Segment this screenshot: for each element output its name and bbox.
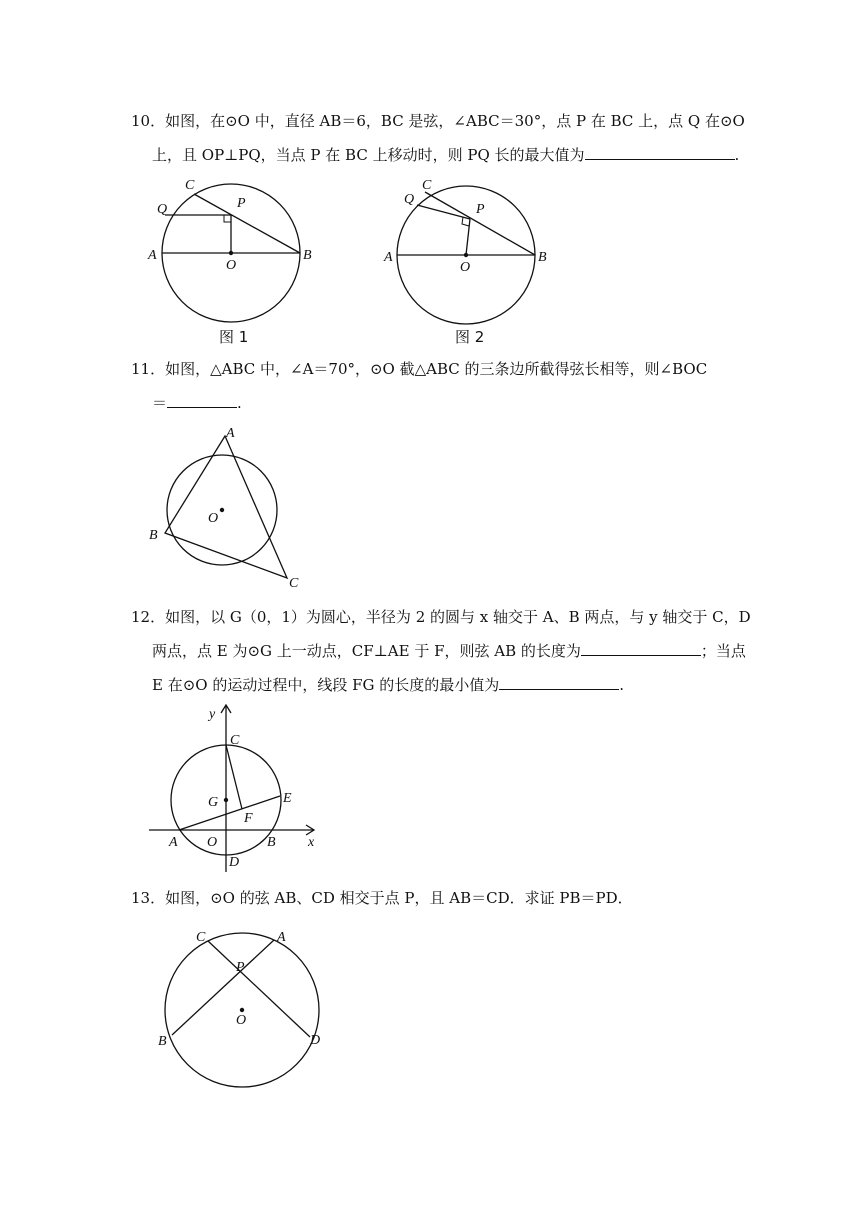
- q10-text-line2a: 上，且 OP⊥PQ，当点 P 在 BC 上移动时，则 PQ 长的最大值为: [152, 146, 585, 164]
- q12-text-line2b: ；当点: [700, 642, 746, 660]
- right-angle-mark: [224, 215, 231, 222]
- q12-answer-blank-2[interactable]: [499, 675, 619, 690]
- label-p: P: [236, 960, 245, 975]
- label-p: P: [476, 202, 485, 217]
- q10-text-line2: [152, 145, 739, 165]
- triangle-abc: [165, 436, 287, 578]
- label-b: B: [303, 248, 312, 263]
- chord-cd: [208, 941, 310, 1037]
- center-dot: [220, 508, 224, 512]
- q10-text-line1: 10．如图，在⊙O 中，直径 AB＝6，BC 是弦，∠ABC＝30°，点 P 在 BC 上，点 Q 在⊙O: [131, 112, 745, 130]
- g-dot: [224, 798, 228, 802]
- label-b: B: [267, 835, 276, 850]
- label-b: B: [538, 250, 547, 265]
- q12-text-line2: [152, 641, 746, 661]
- label-c: C: [185, 178, 195, 193]
- label-d: D: [310, 1033, 321, 1048]
- label-q: Q: [157, 202, 168, 217]
- q11-answer-blank[interactable]: [167, 393, 237, 408]
- center-dot: [240, 1008, 244, 1012]
- label-c: C: [196, 930, 206, 945]
- fig2-caption: 图 2: [455, 328, 485, 346]
- q12-figure: [145, 700, 335, 880]
- q12-text-line3: [152, 675, 624, 695]
- q10-figure-2: [380, 175, 580, 355]
- segment-cf: [226, 745, 242, 809]
- center-dot: [229, 251, 233, 255]
- label-o: O: [207, 835, 218, 850]
- chord-bc: [194, 194, 300, 253]
- label-a: A: [169, 835, 178, 850]
- q12-text-line2a: 两点，点 E 为⊙G 上一动点，CF⊥AE 于 F，则弦 AB 的长度为: [152, 642, 581, 660]
- label-x: x: [308, 835, 315, 850]
- q12-text-line3a: E 在⊙O 的运动过程中，线段 FG 的长度的最小值为: [152, 676, 500, 694]
- label-a: A: [226, 426, 235, 441]
- label-o: O: [226, 258, 237, 273]
- label-y: y: [209, 707, 216, 722]
- center-dot: [464, 253, 468, 257]
- label-c: C: [422, 178, 432, 193]
- label-a: A: [148, 248, 157, 263]
- q11-text-line2b: .: [237, 394, 242, 412]
- label-c: C: [289, 576, 299, 591]
- q12-text-line1: 12．如图，以 G（0，1）为圆心，半径为 2 的圆与 x 轴交于 A、B 两点，与 y 轴交于 C，D: [131, 608, 751, 626]
- label-o: O: [460, 260, 471, 275]
- label-f: F: [244, 811, 253, 826]
- label-b: B: [149, 528, 158, 543]
- label-c: C: [230, 733, 240, 748]
- q13-figure: [150, 925, 330, 1095]
- label-o: O: [236, 1013, 247, 1028]
- label-e: E: [283, 791, 292, 806]
- q10-answer-blank[interactable]: [585, 145, 735, 160]
- fig1-caption: 图 1: [219, 328, 249, 346]
- q10-figure-1: [140, 175, 340, 355]
- label-q: Q: [404, 192, 415, 207]
- segment-qp: [417, 205, 470, 219]
- q11-text-line2: [152, 393, 242, 413]
- label-g: G: [208, 795, 219, 810]
- segment-op: [466, 219, 470, 255]
- q10-text-line2b: .: [734, 146, 740, 164]
- label-d: D: [229, 855, 240, 870]
- label-a: A: [277, 930, 286, 945]
- q13-text-line1: 13．如图，⊙O 的弦 AB、CD 相交于点 P，且 AB＝CD．求证 PB＝PD．: [131, 889, 633, 907]
- q11-text-line1: 11．如图，△ABC 中，∠A＝70°，⊙O 截△ABC 的三条边所截得弦长相等，则∠BOC: [131, 360, 708, 378]
- label-o: O: [208, 511, 219, 526]
- q11-figure: [145, 423, 315, 593]
- label-p: P: [237, 196, 246, 211]
- segment-ae: [179, 796, 280, 830]
- label-b: B: [158, 1034, 167, 1049]
- q11-text-line2a: ＝: [152, 394, 168, 412]
- q12-answer-blank-1[interactable]: [581, 641, 701, 656]
- label-a: A: [384, 250, 393, 265]
- q12-text-line3b: .: [619, 676, 625, 694]
